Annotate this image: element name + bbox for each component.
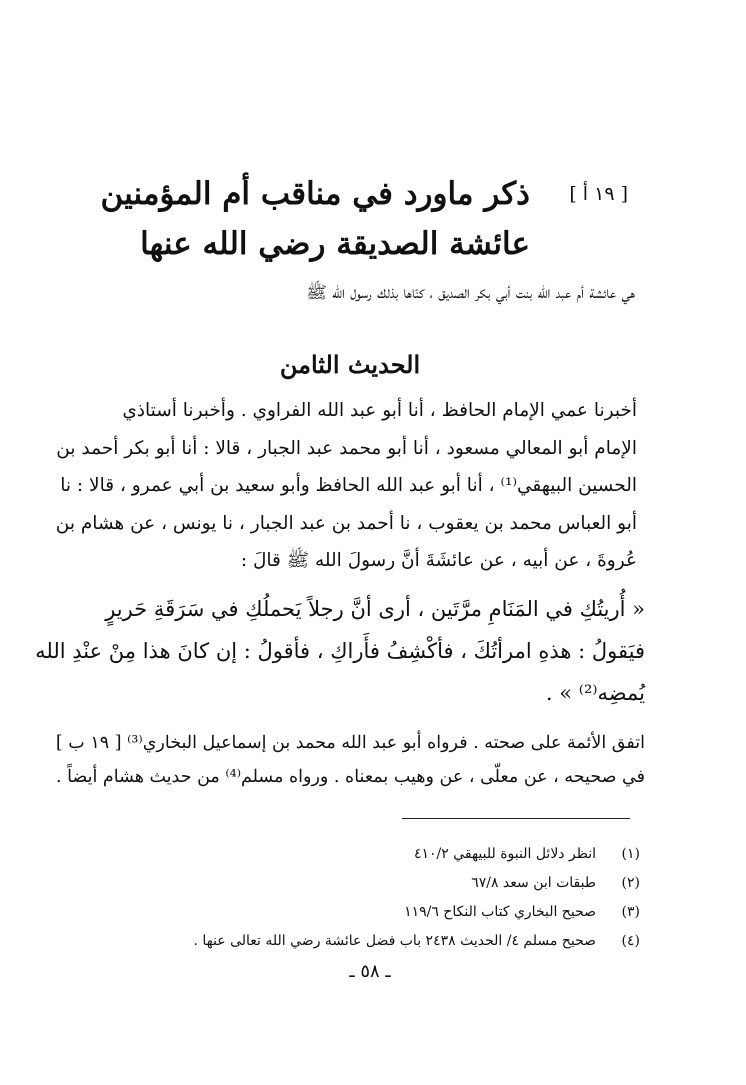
folio-marker: [ ١٩ أ ]: [569, 183, 628, 205]
footnotes: [150, 840, 640, 956]
footnote-item: [150, 869, 640, 898]
isnad-line: أخبرنا عمي الإمام الحافظ ، أنا أبو عبد الله الفراوي . وأخبرنا أستاذي: [122, 400, 637, 421]
footnote-separator: [402, 818, 630, 819]
takhrij-paragraph: [55, 726, 645, 794]
footnote-item: [150, 840, 640, 869]
footnote-number: (٢): [621, 875, 640, 891]
isnad-line: أبو العباس محمد بن يعقوب ، نا أحمد بن عبد الجبار ، نا يونس ، عن هشام بن: [55, 512, 637, 534]
footnote-text: صحيح البخاري كتاب النكاح ١١٩/٦: [404, 904, 596, 920]
footnote-item: [150, 898, 640, 927]
footnote-number: (٣): [621, 904, 640, 920]
chapter-title-line-2: عائشة الصديقة رضي الله عنها: [140, 226, 530, 262]
takhrij-line: اتفق الأئمة على صحته . فرواه أبو عبد الله محمد بن إسماعيل البخاري⁽³⁾ [ ١٩ ب ]: [55, 733, 645, 753]
hadith-line: فيَقولُ : هذهِ امرأتُكَ ، فأكْشِفُ فأَراكِ ، فأقولُ : إن كانَ هذا مِنْ عنْدِ الله: [35, 639, 645, 663]
hadith-text: [35, 588, 645, 714]
takhrij-line: في صحيحه ، عن معلّى ، عن وهيب بمعناه . ورواه مسلم⁽⁴⁾ من حديث هشام أيضاً .: [55, 767, 645, 787]
footnote-number: (١): [621, 846, 640, 862]
section-title: الحديث الثامن: [279, 350, 421, 379]
hadith-line: « أُريتُكِ في المَنَامِ مرَّتَين ، أرى أنَّ رجلاً يَحملُكِ في سَرَقَةِ حَريرٍ: [105, 597, 645, 621]
chapter-title-line-1: ذكر ماورد في مناقب أم المؤمنين: [100, 176, 530, 212]
footnote-number: (٤): [621, 933, 640, 949]
footnote-text: صحيح مسلم ٤/ الحديث ٢٤٣٨ باب فضل عائشة رضي الله تعالى عنها .: [193, 933, 596, 949]
hadith-line: يُمضِه⁽²⁾ » .: [545, 681, 645, 705]
page-number: ـ ٥٨ ـ: [349, 961, 391, 982]
footnote-text: طبقات ابن سعد ٦٧/٨: [471, 875, 596, 891]
footnote-item: [150, 927, 640, 956]
isnad-paragraph: [55, 392, 637, 580]
isnad-line: عُروةَ ، عن أبيه ، عن عائشَةَ أنَّ رسولَ الله ﷺ قالَ :: [240, 550, 637, 571]
isnad-line: الإمام أبو المعالي مسعود ، أنا أبو محمد عبد الجبار ، قالا : أنا أبو بكر أحمد بن: [56, 437, 637, 459]
isnad-line: الحسين البيهقي⁽¹⁾ ، أنا أبو عبد الله الحافظ وأبو سعيد بن أبي عمرو ، قالا : نا: [60, 475, 637, 496]
footnote-text: انظر دلائل النبوة للبيهقي ٤١٠/٢: [413, 846, 596, 862]
chapter-subtitle: هي عائشة أم عبد الله بنت أبي بكر الصديق ، كنّاها بذلك رسول الله ﷺ: [306, 283, 635, 303]
